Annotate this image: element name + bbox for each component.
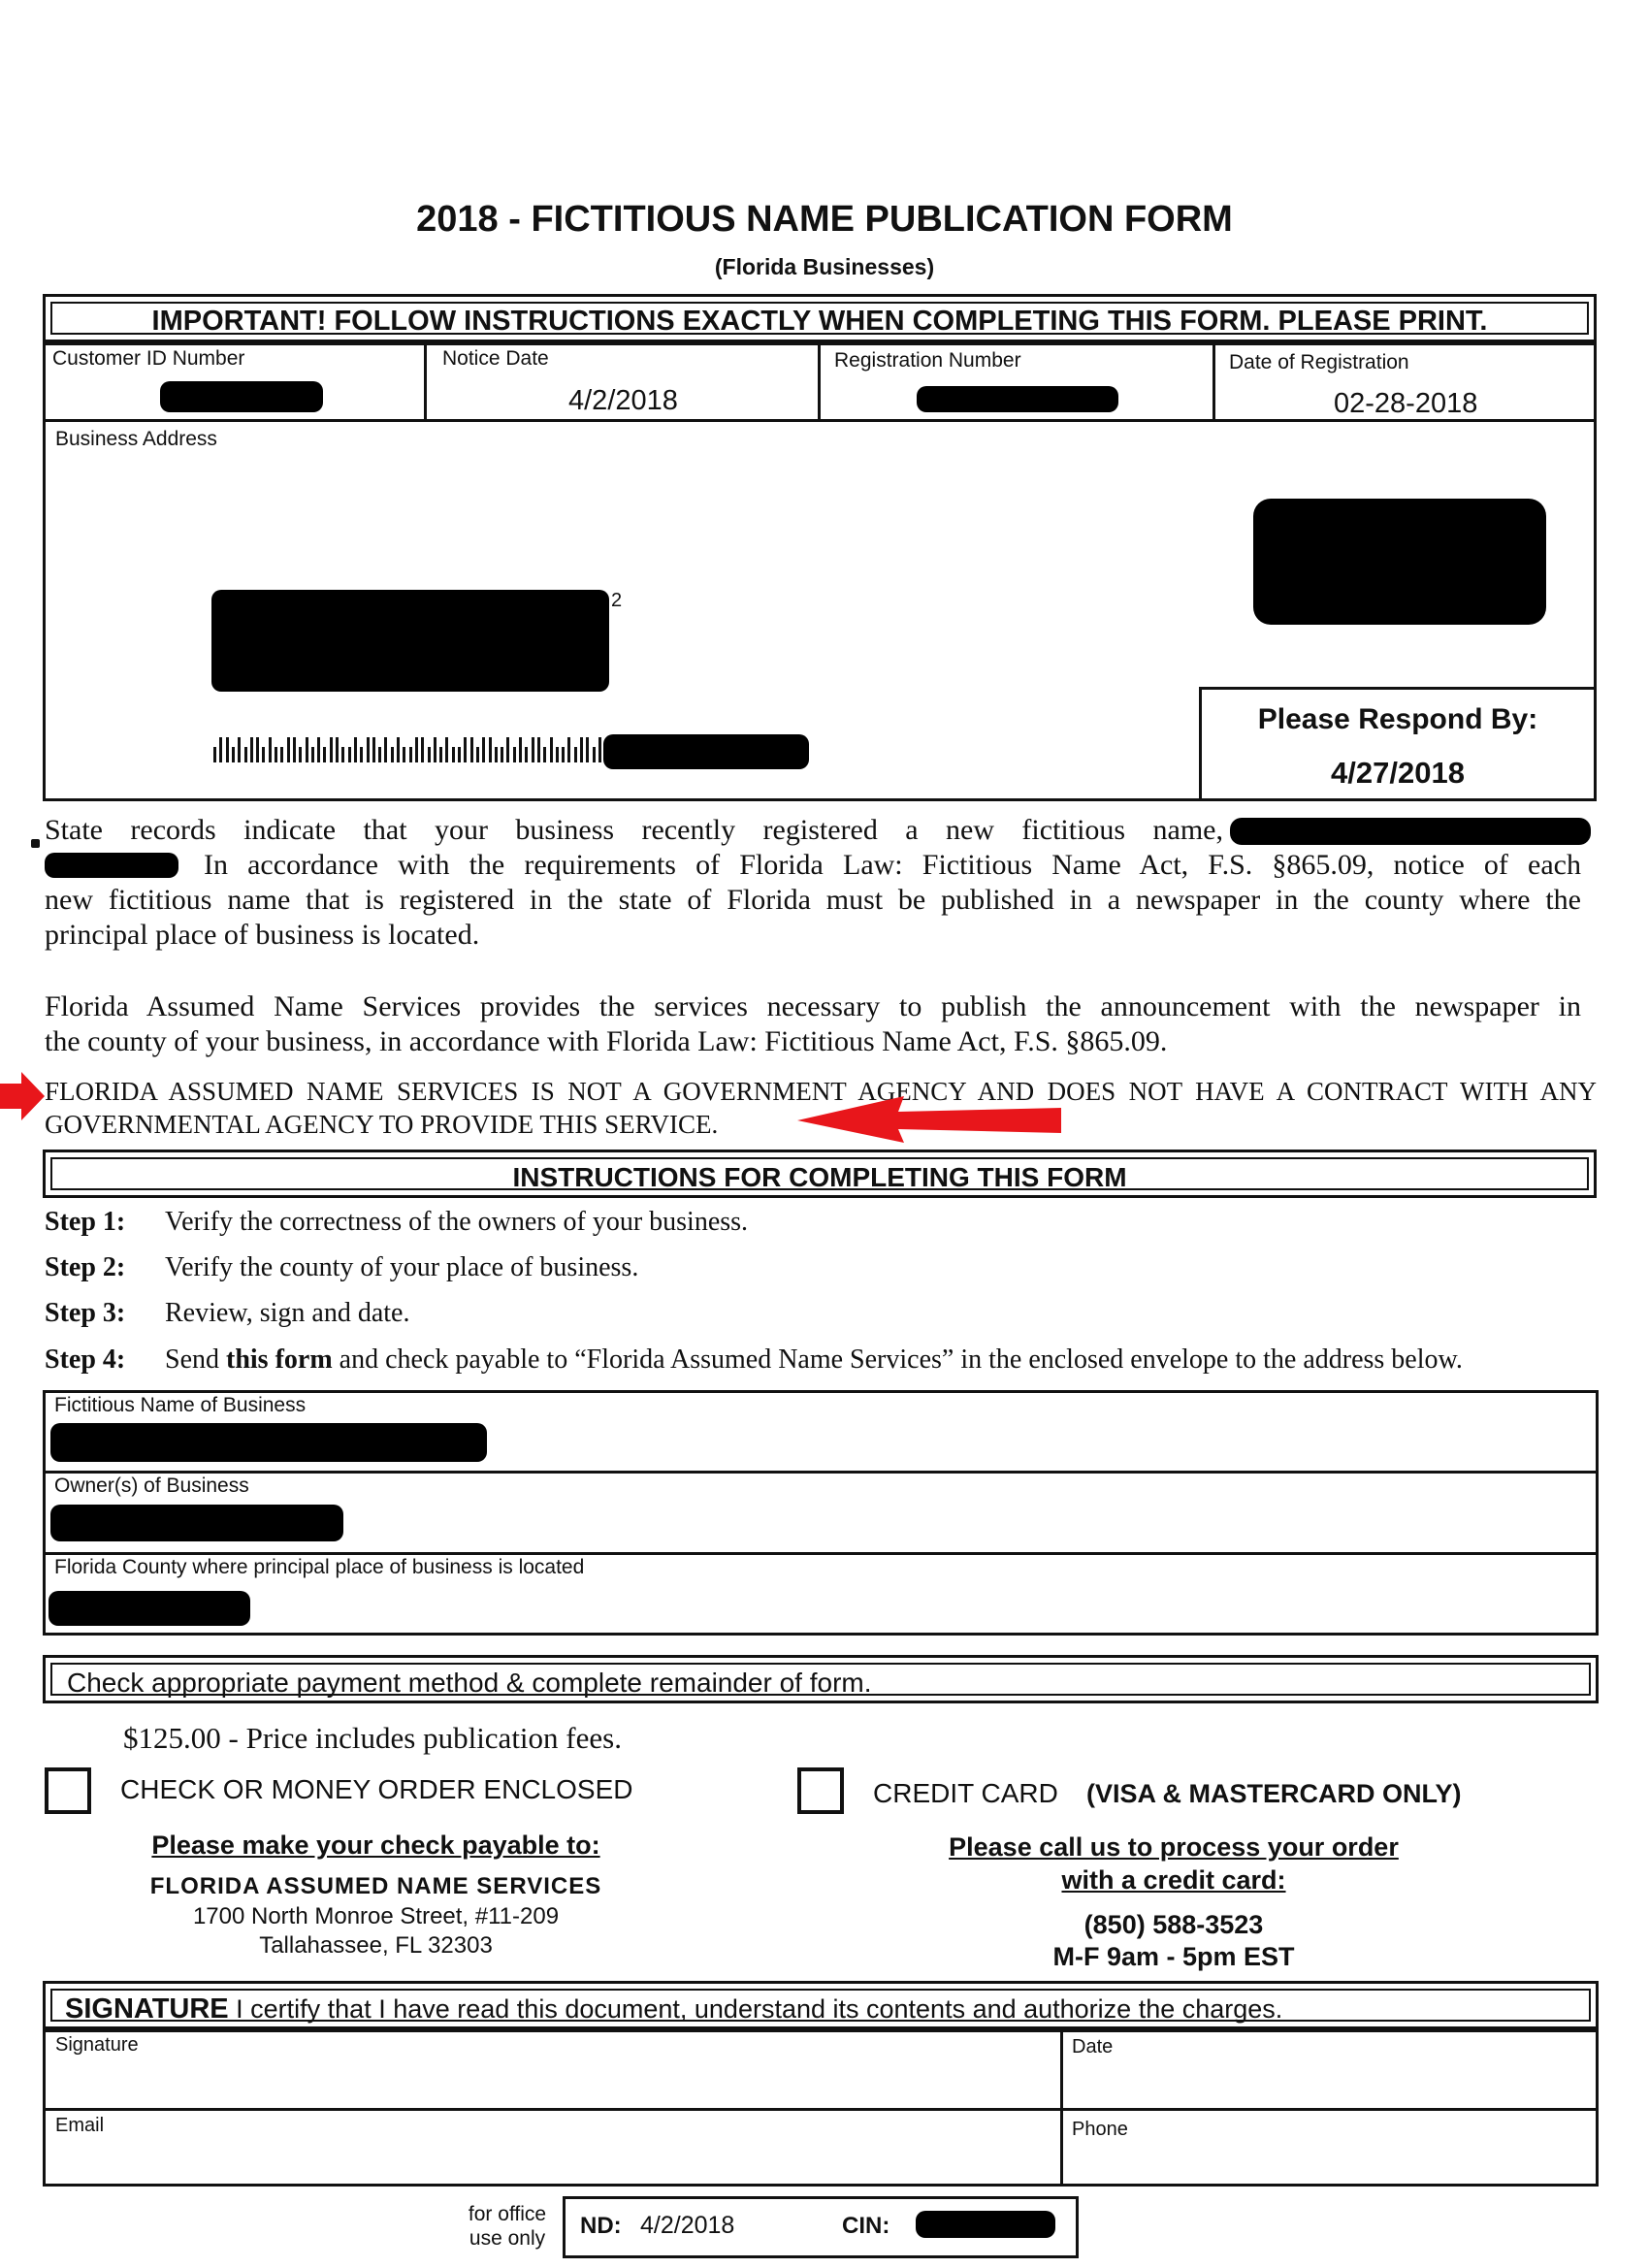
form-title: 2018 - FICTITIOUS NAME PUBLICATION FORM	[416, 199, 1233, 240]
barcode-bar	[537, 737, 540, 762]
barcode-bar	[513, 747, 516, 762]
step-2-text: Verify the county of your place of business.	[165, 1252, 639, 1282]
barcode-bar	[232, 747, 235, 762]
email-label: Email	[55, 2115, 105, 2136]
barcode-bar	[556, 747, 559, 762]
customer-id-redaction	[160, 381, 323, 412]
respond-by-date: 4/27/2018	[1331, 756, 1465, 790]
barcode-bar	[293, 737, 296, 762]
card-call-line2: with a credit card:	[1061, 1865, 1286, 1895]
important-banner	[43, 294, 1597, 342]
date-of-registration-value: 02-28-2018	[1334, 388, 1478, 419]
barcode-bar	[506, 737, 509, 762]
barcode-bar	[409, 747, 412, 762]
disclaimer-line2: GOVERNMENTAL AGENCY TO PROVIDE THIS SERVICE.	[45, 1110, 719, 1139]
signature-banner	[43, 1981, 1599, 2029]
instructions-banner-text: INSTRUCTIONS FOR COMPLETING THIS FORM	[512, 1162, 1127, 1192]
disclaimer-line1: FLORIDA ASSUMED NAME SERVICES IS NOT A GOVERNMENT AGENCY AND DOES NOT HAVE A CONTRACT WITH ANY	[45, 1077, 1597, 1106]
barcode-bar	[439, 747, 442, 762]
office-cin-redaction	[916, 2211, 1055, 2238]
payment-banner	[43, 1655, 1599, 1703]
barcode-bar	[311, 747, 314, 762]
check-payee: FLORIDA ASSUMED NAME SERVICES	[149, 1873, 602, 1899]
fictitious-name-redaction-2	[45, 853, 178, 878]
registration-number-redaction	[917, 386, 1118, 412]
barcode-bar	[415, 737, 418, 762]
barcode-bar	[501, 747, 503, 762]
barcode-bar	[397, 737, 400, 762]
barcode-bar	[378, 747, 381, 762]
county-label: Florida County where principal place of business is located	[54, 1556, 585, 1578]
customer-id-label: Customer ID Number	[52, 347, 245, 370]
barcode-bar	[580, 737, 583, 762]
price-line: $125.00 - Price includes publication fees.	[123, 1721, 622, 1755]
check-option-checkbox[interactable]	[45, 1767, 91, 1814]
address-redaction	[211, 590, 609, 692]
check-payable-heading: Please make your check payable to:	[151, 1831, 600, 1860]
barcode-bar	[317, 737, 320, 762]
signature-certify: I certify that I have read this document, understand its contents and authorize the charges.	[236, 1994, 1283, 2024]
important-banner-text: IMPORTANT! FOLLOW INSTRUCTIONS EXACTLY WHEN COMPLETING THIS FORM. PLEASE PRINT.	[151, 306, 1488, 337]
red-arrow-left-icon	[0, 1072, 45, 1120]
barcode-bar	[299, 747, 302, 762]
check-option-label: CHECK OR MONEY ORDER ENCLOSED	[120, 1774, 633, 1804]
barcode-bar	[348, 747, 351, 762]
barcode-bar	[213, 747, 216, 762]
barcode-bar	[567, 737, 570, 762]
card-hours: M-F 9am - 5pm EST	[1052, 1942, 1295, 1971]
barcode-bar	[341, 747, 344, 762]
barcode-bar	[360, 747, 363, 762]
check-street: 1700 North Monroe Street, #11-209	[192, 1903, 560, 1929]
barcode-bar	[262, 747, 265, 762]
barcode-bar	[306, 737, 308, 762]
county-field-redaction	[48, 1591, 250, 1626]
barcode-bar	[470, 737, 473, 762]
barcode-bar	[391, 747, 394, 762]
paragraph2-line2: the county of your business, in accordance with Florida Law: Fictitious Name Act, F.S. §865.09.	[45, 1025, 1168, 1057]
barcode-bar	[275, 747, 277, 762]
barcode-bar	[256, 737, 259, 762]
step-4-label: Step 4:	[45, 1345, 126, 1375]
barcode-bar	[525, 747, 528, 762]
barcode-bar	[586, 737, 589, 762]
phone-label: Phone	[1072, 2119, 1128, 2140]
barcode-bar	[244, 747, 247, 762]
barcode-bar	[354, 737, 357, 762]
respond-by-box	[1199, 687, 1597, 801]
paragraph1-line4: principal place of business is located.	[45, 919, 480, 951]
barcode-bar	[219, 737, 222, 762]
notice-date-value: 4/2/2018	[568, 385, 678, 416]
barcode-bar	[445, 737, 448, 762]
step-1-label: Step 1:	[45, 1207, 126, 1237]
barcode-bar	[495, 747, 498, 762]
signature-label: Signature	[55, 2034, 139, 2056]
barcode-bar	[336, 737, 339, 762]
signature-banner-text	[65, 1993, 1282, 2025]
barcode-bar	[489, 737, 492, 762]
barcode-bar	[330, 737, 333, 762]
barcode-bar	[403, 747, 405, 762]
barcode-bar	[519, 737, 522, 762]
fictitious-name-redaction-1	[1230, 818, 1591, 845]
office-cin-label: CIN:	[842, 2213, 890, 2239]
card-call-line1: Please call us to process your order	[949, 1832, 1399, 1862]
barcode-bar	[421, 737, 424, 762]
step-1-text: Verify the correctness of the owners of your business.	[165, 1207, 749, 1237]
signature-heading: SIGNATURE	[65, 1993, 229, 2025]
registration-number-label: Registration Number	[834, 349, 1021, 372]
barcode-bar	[434, 737, 436, 762]
barcode-bar	[280, 747, 283, 762]
office-use-label: for office use only	[468, 2203, 547, 2250]
barcode-bar	[428, 747, 431, 762]
notice-date-label: Notice Date	[442, 347, 549, 370]
paragraph2-line1: Florida Assumed Name Services provides the services necessary to publish the announcement with the newspaper in	[45, 990, 1581, 1022]
barcode-bar	[372, 737, 375, 762]
barcode-bar	[543, 747, 546, 762]
office-nd-label: ND:	[580, 2213, 622, 2239]
check-city: Tallahassee, FL 32303	[259, 1932, 493, 1959]
barcode-bar	[269, 737, 272, 762]
address-fragment: 2	[611, 590, 623, 611]
bullet-mark	[31, 839, 40, 848]
date-of-registration-label: Date of Registration	[1229, 351, 1409, 373]
payment-banner-text: Check appropriate payment method & complete remainder of form.	[67, 1668, 872, 1698]
paragraph1-line3: new fictitious name that is registered in the state of Florida must be published in a newspaper in the county where the	[45, 884, 1581, 916]
barcode-bar	[384, 737, 387, 762]
step-2-label: Step 2:	[45, 1252, 126, 1282]
barcode-bar	[550, 737, 553, 762]
respond-by-label: Please Respond By:	[1257, 703, 1538, 735]
owners-label: Owner(s) of Business	[54, 1474, 249, 1497]
fictitious-name-field-redaction	[50, 1423, 487, 1462]
barcode-bar	[452, 747, 455, 762]
office-nd-value: 4/2/2018	[640, 2212, 735, 2239]
step-3-label: Step 3:	[45, 1298, 126, 1328]
barcode-bar	[323, 747, 326, 762]
barcode-bar	[532, 737, 534, 762]
paragraph1-line1: State records indicate that your business recently registered a new fictitious name,	[45, 814, 1223, 846]
postal-barcode	[213, 737, 611, 762]
paragraph1-line2: In accordance with the requirements of Florida Law: Fictitious Name Act, F.S. §865.09, notice of each	[204, 849, 1581, 881]
barcode-bar	[238, 737, 241, 762]
step-3-text: Review, sign and date.	[165, 1298, 410, 1328]
owners-field-redaction	[50, 1505, 343, 1541]
form-subtitle: (Florida Businesses)	[714, 254, 935, 279]
card-option-label: CREDIT CARD	[873, 1778, 1058, 1808]
barcode-bar	[367, 737, 370, 762]
barcode-bar	[250, 737, 253, 762]
red-arrow-pointer-icon	[797, 1094, 1061, 1143]
date-label: Date	[1072, 2036, 1114, 2057]
barcode-bar	[287, 737, 290, 762]
barcode-bar	[598, 737, 601, 762]
card-phone: (850) 588-3523	[1083, 1910, 1264, 1939]
card-option-checkbox[interactable]	[797, 1767, 844, 1814]
barcode-bar	[482, 737, 485, 762]
instructions-banner	[43, 1150, 1597, 1198]
barcode-bar	[226, 737, 229, 762]
barcode-bar	[476, 747, 479, 762]
barcode-bar	[574, 747, 577, 762]
barcode-redaction	[603, 734, 809, 769]
barcode-bar	[593, 747, 596, 762]
step-4-text: Send this form and check payable to “Florida Assumed Name Services” in the enclosed envelope to the address below.	[165, 1345, 1463, 1375]
card-option-note: (VISA & MASTERCARD ONLY)	[1086, 1779, 1462, 1808]
barcode-bar	[458, 747, 461, 762]
logo-redaction	[1253, 499, 1546, 625]
business-address-label: Business Address	[55, 428, 217, 450]
fictitious-name-label: Fictitious Name of Business	[54, 1394, 307, 1416]
barcode-bar	[562, 747, 565, 762]
barcode-bar	[464, 737, 467, 762]
